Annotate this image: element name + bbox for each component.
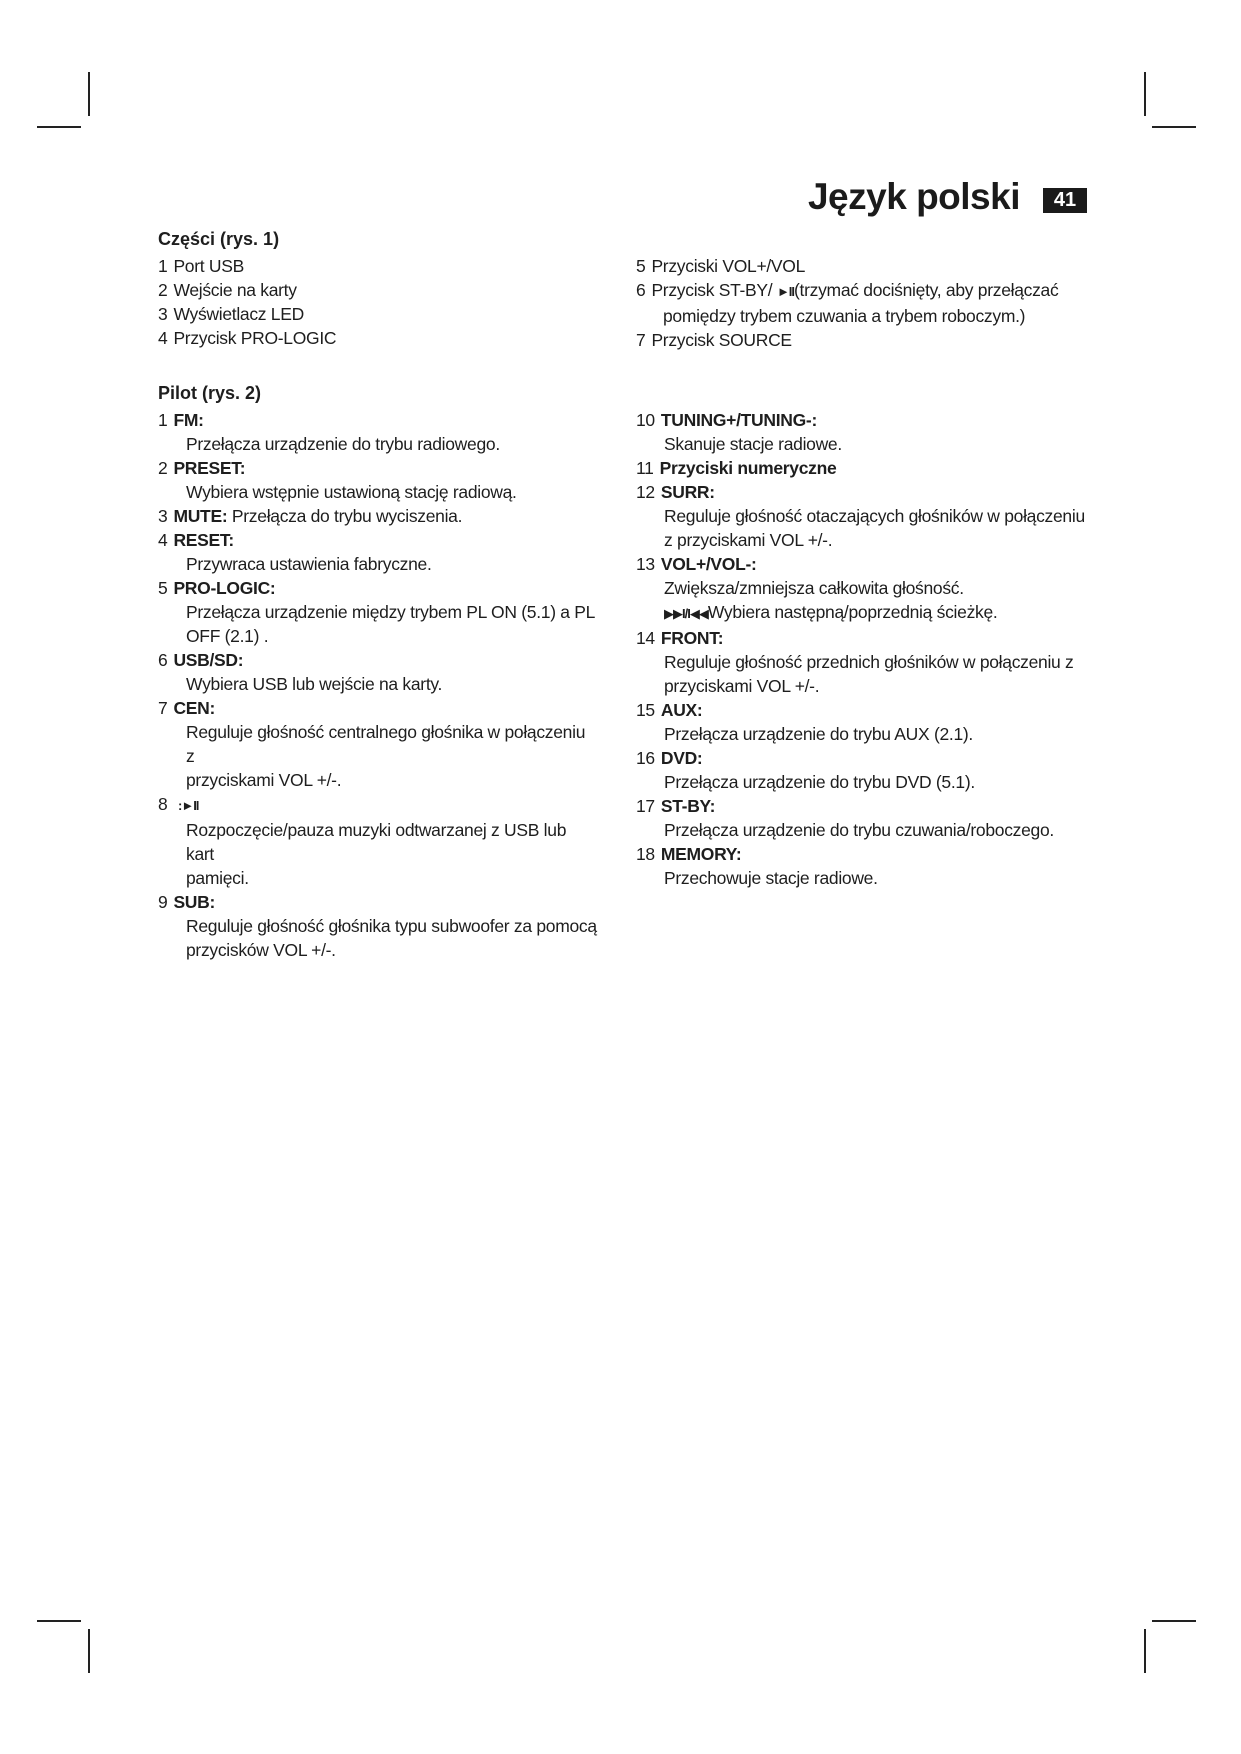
- list-item: 3 Wyświetlacz LED: [158, 304, 304, 324]
- list-item: 2 Wejście na karty: [158, 280, 297, 300]
- remote-right-column: [636, 408, 1106, 890]
- list-item: 16 DVD:: [636, 748, 703, 768]
- item-description: Reguluje głośność otaczających głośników w połączeniu: [664, 506, 1085, 526]
- crop-mark: [1144, 1629, 1146, 1673]
- list-item: 1 Port USB: [158, 256, 244, 276]
- list-item: 6 Przycisk ST-BY/ ►II(trzymać dociśnięty, aby przełączać: [636, 280, 1059, 300]
- list-item: 7 Przycisk SOURCE: [636, 330, 792, 350]
- list-item: 1 FM:: [158, 410, 204, 430]
- list-item: 7 CEN:: [158, 698, 216, 718]
- remote-left-column: [158, 381, 598, 962]
- list-item: 13 VOL+/VOL-:: [636, 554, 757, 574]
- item-description: Zwiększa/zmniejsza całkowita głośność.: [664, 578, 964, 598]
- item-description: Wybiera USB lub wejście na karty.: [186, 674, 443, 694]
- crop-mark: [88, 1629, 90, 1673]
- item-description: ▶▶I/I◀◀Wybiera następną/poprzednią ścieżkę.: [664, 602, 998, 622]
- item-description: pamięci.: [186, 868, 249, 888]
- item-description: Skanuje stacje radiowe.: [664, 434, 842, 454]
- parts-right-column: [636, 254, 1106, 352]
- item-description: Reguluje głośność głośnika typu subwoofer za pomocą: [186, 916, 597, 936]
- list-item: 2 PRESET:: [158, 458, 246, 478]
- list-item: 17 ST-BY:: [636, 796, 716, 816]
- item-description: Przełącza urządzenie do trybu AUX (2.1).: [664, 724, 973, 744]
- item-description: Reguluje głośność przednich głośników w połączeniu z: [664, 652, 1074, 672]
- crop-mark: [37, 126, 81, 128]
- play-pause-icon: :►II: [178, 798, 199, 813]
- item-description: Wybiera wstępnie ustawioną stację radiową.: [186, 482, 517, 502]
- item-description: przycisków VOL +/-.: [186, 940, 336, 960]
- remote-section-title: Pilot (rys. 2): [158, 383, 262, 403]
- parts-section-title: Części (rys. 1): [158, 229, 280, 249]
- crop-mark: [37, 1620, 81, 1622]
- item-description: Przełącza urządzenie między trybem PL ON (5.1) a PL: [186, 602, 596, 622]
- list-item: 5 Przyciski VOL+/VOL: [636, 256, 806, 276]
- list-item: 18 MEMORY:: [636, 844, 742, 864]
- item-description: przyciskami VOL +/-.: [664, 676, 820, 696]
- page-header-title: Język polski: [807, 176, 1020, 217]
- list-item: 15 AUX:: [636, 700, 703, 720]
- list-item: 11 Przyciski numeryczne: [636, 458, 837, 478]
- list-item: 3 MUTE: Przełącza do trybu wyciszenia.: [158, 506, 463, 526]
- item-description: Przełącza urządzenie do trybu czuwania/roboczego.: [664, 820, 1054, 840]
- item-description: OFF (2.1) .: [186, 626, 269, 646]
- list-item: 8 :►II: [158, 794, 199, 814]
- list-item-continuation: pomiędzy trybem czuwania a trybem roboczym.): [663, 306, 1026, 326]
- item-description: Przełącza urządzenie do trybu DVD (5.1).: [664, 772, 975, 792]
- crop-mark: [1144, 72, 1146, 116]
- item-description: Reguluje głośność centralnego głośnika w połączeniu z: [186, 722, 586, 766]
- list-item: 5 PRO-LOGIC:: [158, 578, 276, 598]
- item-description: przyciskami VOL +/-.: [186, 770, 342, 790]
- item-description: Przechowuje stacje radiowe.: [664, 868, 878, 888]
- play-pause-icon: ►II: [776, 284, 795, 299]
- list-item: 10 TUNING+/TUNING-:: [636, 410, 817, 430]
- crop-mark: [1152, 1620, 1196, 1622]
- item-description: z przyciskami VOL +/-.: [664, 530, 833, 550]
- item-description: Przełącza urządzenie do trybu radiowego.: [186, 434, 500, 454]
- page-number-badge: 41: [1043, 188, 1087, 213]
- crop-mark: [1152, 126, 1196, 128]
- list-item: 4 RESET:: [158, 530, 234, 550]
- next-previous-track-icon: ▶▶I/I◀◀: [664, 606, 708, 621]
- crop-mark: [88, 72, 90, 116]
- parts-left-column: [158, 227, 618, 350]
- list-item: 14 FRONT:: [636, 628, 724, 648]
- item-description: Rozpoczęcie/pauza muzyki odtwarzanej z USB lub kart: [186, 820, 567, 864]
- list-item: 9 SUB:: [158, 892, 216, 912]
- item-description: Przywraca ustawienia fabryczne.: [186, 554, 432, 574]
- list-item: 12 SURR:: [636, 482, 715, 502]
- list-item: 6 USB/SD:: [158, 650, 244, 670]
- list-item: 4 Przycisk PRO-LOGIC: [158, 328, 337, 348]
